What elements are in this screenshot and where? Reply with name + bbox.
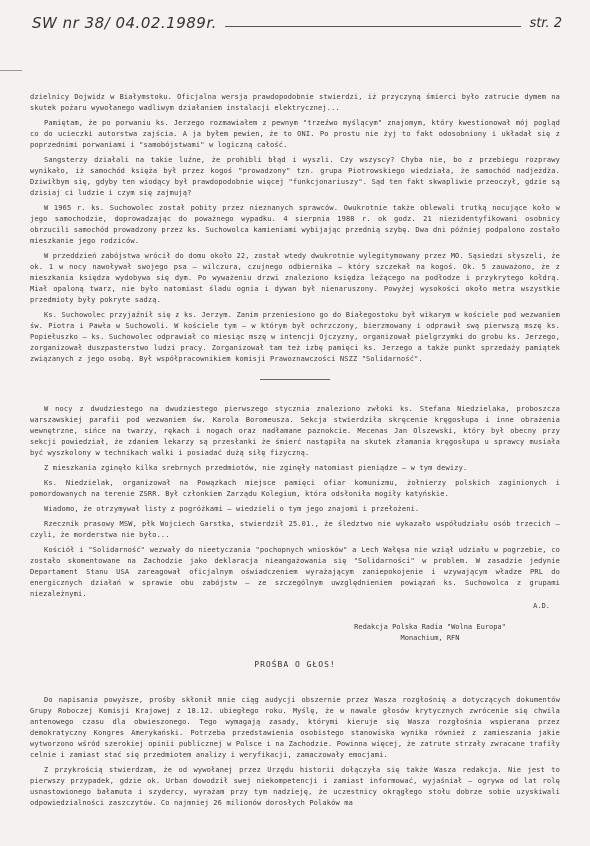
article-letter (30, 695, 560, 809)
addressee-block (320, 622, 540, 644)
article-suchowolec (30, 92, 560, 365)
paragraph: W 1965 r. ks. Suchowolec został pobity przez nieznanych sprawców. Owukrotnie także oblewali trutką nocujące koło w jego samochodzie, doprowadzając do poważnego wypadku. 4 sierpnia 1988 r. ok godz. 21 niezidentyfikowani osobnicy obrzucili samochód prowadzony przez ks. Suchowolca kamieniami wybijając przednią szybę. Dwa dni później podpalono zostało mieszkanie jego rodziców. (30, 204, 560, 245)
paragraph: W nocy z dwudziestego na dwudziestego pierwszego stycznia znaleziono zwłoki ks. Stefana Niedzielaka, proboszcza warszawskiej parafii pod wezwaniem św. Karola Boromeusza. Sekcja stwierdziła skręcenie kręgosłupa i inne obrażenia wewnętrzne, sińce na twarzy, rękach i nogach oraz nadłamane paznokcie. Mecenas Jan Olszewski, który był obecny przy sekcji powiedział, że zdaniem lekarzy są przesłanki że śmierć nastąpiła na skutek złamania kręgosłupa u sprawcy musiała być wyszkolony w technikach walki i posiadać dużą siłę fizyczną. (30, 405, 560, 457)
paragraph: Z mieszkania zginęło kilka srebrnych przedmiotów, nie zginęły natomiast pieniądze – w tym dewizy. (44, 464, 468, 472)
paragraph: W przeddzień zabójstwa wrócił do domu około 22, został wtedy dwukrotnie wylegitymowany przez MO. Sąsiedzi słyszeli, że ok. 1 w nocy nawoływał swojego psa – wilczura, czujnego odbiernika – który szczekał na kogoś. Ok. 5 zauważono, że z mieszkania księdza wydobywa się dym. Po wyważeniu drzwi znaleziono księdza leżącego na podłodze i przykrytego kołdrą. Miał opaloną twarz, nie było natomiast śladu ognia i dywan był nienaruszony. Powyżej wysokości około metra wszystkie przedmioty były pokryte sadzą. (30, 252, 560, 304)
paragraph: Rzecznik prasowy MSW, płk Wojciech Garstka, stwierdził 25.01., że śledztwo nie wykazało współudziału osób trzecich – czyli, że morderstwa nie było... (30, 520, 560, 539)
margin-mark (0, 70, 22, 77)
addressee-location: Monachium, RFN (400, 634, 460, 642)
issue-reference: SW nr 38/ 04.02.1989r. (32, 14, 217, 32)
paragraph: Pamiętam, że po porwaniu ks. Jerzego rozmawiałem z pewnym "trzeźwo myślącym" znajomym, który kwestionował mój pogląd co do ucieczki autorstwa zajścia. A ja byłem pewien, że to ONI. Po prostu nie żyj to fakt odosobniony i układał się z poprzednimi porwaniami i "samobójstwami" w logiczną całość. (30, 119, 560, 149)
document-body (30, 92, 560, 813)
author-signature: A.D. (533, 602, 550, 610)
section-title: PROŚBA O GŁOS! (254, 660, 336, 669)
paragraph: Wiadomo, że otrzymywał listy z pogróżkami – wiedzieli o tym jego znajomi i przełożeni. (44, 505, 420, 513)
page-header (32, 10, 562, 36)
paragraph: Ks. Suchowolec przyjaźnił się z ks. Jerzym. Zanim przeniesiono go do Białegostoku był wikarym w kościele pod wezwaniem św. Piotra i Pawła w Suchowoli. W kościele tym – w którym był ochrzczony, bierzmowany i odprawił swą pierwszą mszę ks. Popiełuszko – ks. Suchowolec odprawiał co miesiąc mszę w intencji Ojczyzny, organizował pielgrzymki do grobu ks. Jerzego, zorganizował duszpasterstwo ludzi pracy. Zorganizował tam też izbę pamięci ks. Jerzego a także punkt sprzedaży pamiątek związanych z jego osobą. Był współpracownikiem komisji Prawoznawczości NSZZ "Solidarność". (30, 311, 560, 363)
paragraph: Do napisania powyższe, prośby skłonił mnie ciąg audycji obszernie przez Wasza rozgłośnię a dotyczących dokumentów Grupy Roboczej Komisji Krajowej z 18.12. ubiegłego roku. Myślę, że w nawale głosów krytycznych zwrócenie się chwila antenowego czasu dla obwieszonego. Tego wymagają zasady, którymi kieruje się Wasza rozgłośnia wspierana przez demokratyczny Kongres Amerykański. Potrzeba przedstawienia osobistego stanowiska wynika również z zamieszania jakie wytworzono wśród szerokiej opinii publicznej w Polsce i na Zachodzie. Powinna więcej, że zatrute strzały zwracane trafiły celnie i zamiast stać się przedmiotem analizy i weryfikacji, zamaczowały emocjami. (30, 696, 560, 759)
page-number: str. 2 (529, 15, 562, 31)
header-rule (225, 26, 522, 27)
paragraph: Kościół i "Solidarność" wezwały do nieetyczania "pochopnych wniosków" a Lech Wałęsa nie wziął udziału w pogrzebie, co zostało skomentowane na Zachodzie jako deklaracja nieangażowania się "Solidarności" w problem. W zasadzie jedynie Departament Stanu USA zareagował oficjalnym oświadczeniem wyrażającym zaniepokojenie i wzywającym władze PRL do energicznych działań w sprawie obu zabójstw – ze szczególnym uwzględnieniem powiązań ks. Suchowolca z grupami niezależnymi. (30, 546, 560, 598)
addressee-name: Redakcja Polska Radia "Wolna Europa" (354, 623, 506, 631)
section-divider (260, 379, 330, 380)
paragraph: Sangsterzy działali na takie luźne, że prohibli błąd i wyszli. Czy wszyscy? Chyba nie, bo z przebiegu rozprawy wynikało, iż samochód księża był przez kogoś "prowadzony" tzn. grupa Piotrowskiego wiedziała, że samochód nadjeżdża. Dziwiłbym się, gdyby ten wiodący był prawdopodobnie więcej "funkcjonariuszy". Sąd ten fakt skwapliwie przeoczył, gdzie są dzisiaj ci ludzie i czym się zajmują? (30, 156, 560, 197)
paragraph: Ks. Niedzielak, organizował na Powązkach miejsce pamięci ofiar komunizmu, żołnierzy polskich zaginionych i pomordowanych na terenie ZSRR. Był członkiem Zarządu Kolegium, która odsłoniła mogiły katyńskie. (30, 479, 560, 498)
article-niedzielak (30, 404, 560, 610)
paragraph: Z przykrością stwierdzam, że od wywołanej przez Urzędu historii dołączyła się także Wasza redakcja. Nie jest to pierwszy przypadek, gdzie ok. Urban dowodził swej niekompetencji i zamiast informować, wyjaśniał – ogrywa od lat rolę usnastowionego bałamuta i szydercy, wyrażam przy tym nadzieję, że uczestnicy okrągłego stołu dobrze sobie uzyskiwali odpowiedzialności zaszczytów. Co najmniej 26 milionów dorosłych Polaków ma (30, 766, 560, 807)
paragraph: dzielnicy Dojwidz w Białymstoku. Oficjalna wersja prawdopodobnie stwierdzi, iż przyczyną śmierci było zatrucie dymem na skutek pożaru wywołanego wadliwym działaniem instalacji elektrycznej... (30, 93, 560, 112)
